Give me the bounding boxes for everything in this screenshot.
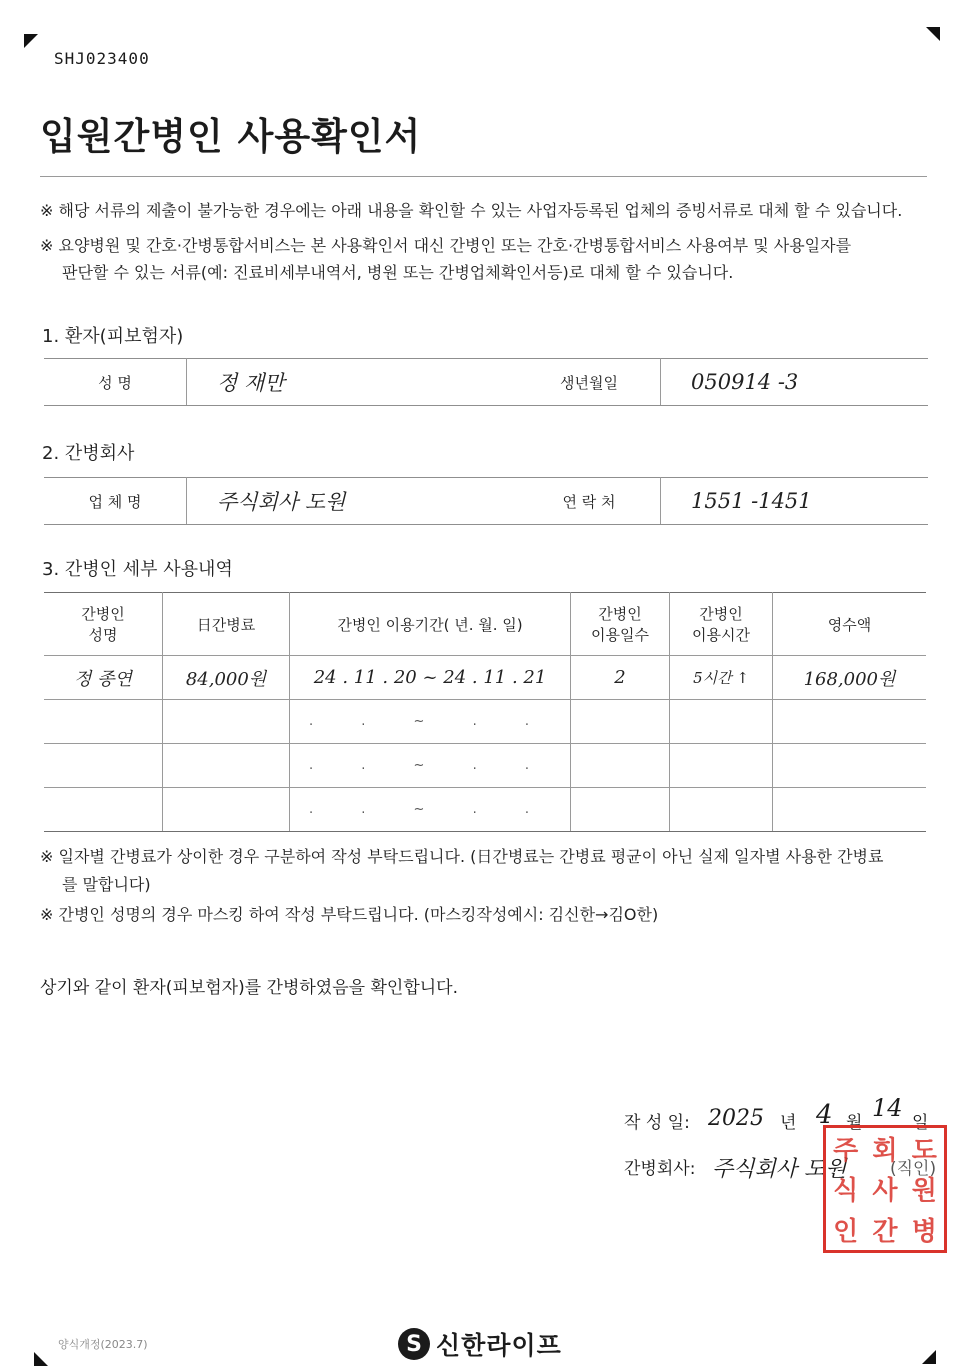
- patient-name-label: 성 명: [44, 359, 187, 406]
- company-seal-stamp: 주 회 도 식 사 원 인 간 병: [823, 1125, 947, 1253]
- corner-mark-bottom-left: [34, 1352, 48, 1366]
- date-label: 작 성 일:: [624, 1113, 690, 1133]
- date-day: 14: [872, 1094, 903, 1122]
- table-row: [44, 744, 926, 788]
- date-month-unit: 월: [846, 1113, 863, 1133]
- date-year: 2025: [708, 1106, 764, 1131]
- table-row: [44, 700, 926, 744]
- cell-daily-fee: 84,000원: [163, 656, 290, 700]
- table-row: [44, 788, 926, 832]
- section3-heading: 3. 간병인 세부 사용내역: [42, 559, 233, 580]
- header-hours: 간병인 이용시간: [670, 593, 773, 656]
- header-days: 간병인 이용일수: [571, 593, 670, 656]
- company-table: [44, 477, 928, 525]
- contact-value: 1551 -1451: [661, 478, 929, 525]
- company-name-label: 업 체 명: [44, 478, 187, 525]
- header-daily-fee: 日간병료: [163, 593, 290, 656]
- corner-mark-top-left: [24, 34, 38, 48]
- logo-mark-icon: S: [398, 1328, 430, 1360]
- birth-label: 생년월일: [518, 359, 661, 406]
- note-2-cont: 판단할 수 있는 서류(예: 진료비세부내역서, 병원 또는 간병업체확인서등)로 대체 할 수 있습니다.: [62, 263, 734, 282]
- cell-hours: 5시간 ↑: [670, 656, 773, 700]
- confirm-statement: 상기와 같이 환자(피보험자)를 간병하였음을 확인합니다.: [40, 978, 458, 998]
- cell-period: 24 . 11 . 20 ~ 24 . 11 . 21: [290, 656, 571, 700]
- seal-suffix: (직인): [890, 1159, 937, 1179]
- corner-mark-bottom-right: [922, 1350, 936, 1364]
- note-4: ※ 간병인 성명의 경우 마스킹 하여 작성 부탁드립니다. (마스킹작성예시: 김신한→김O한): [40, 905, 659, 924]
- signer-company-label: 간병회사:: [624, 1159, 696, 1179]
- date-day-unit: 일: [912, 1113, 929, 1133]
- title-divider: [40, 176, 927, 177]
- date-year-unit: 년: [780, 1113, 797, 1133]
- section1-heading: 1. 환자(피보험자): [42, 326, 184, 347]
- logo-text: 신한라이프: [436, 1331, 562, 1360]
- cell-caregiver-name: 정 종연: [44, 656, 163, 700]
- cell-period-empty: . . ~ . .: [290, 700, 571, 744]
- cell-period-empty: . . ~ . .: [290, 744, 571, 788]
- header-caregiver-name: 간병인 성명: [44, 593, 163, 656]
- note-2: ※ 요양병원 및 간호·간병통합서비스는 본 사용확인서 대신 간병인 또는 간호·간병통합서비스 사용여부 및 사용일자를: [40, 236, 852, 255]
- document-id: SHJ023400: [54, 49, 150, 68]
- patient-name-value: 정 재만: [187, 359, 519, 406]
- note-3-cont: 를 말합니다): [62, 875, 151, 894]
- corner-mark-top-right: [926, 27, 940, 41]
- header-period: 간병인 이용기간( 년. 월. 일): [290, 593, 571, 656]
- table-row: [44, 656, 926, 700]
- signer-company-value: 주식회사 도원: [712, 1157, 847, 1182]
- caregiver-detail-table: [44, 592, 926, 832]
- contact-label: 연 락 처: [518, 478, 661, 525]
- shinhan-life-logo: [398, 1326, 562, 1362]
- cell-period-empty: . . ~ . .: [290, 788, 571, 832]
- section2-heading: 2. 간병회사: [42, 443, 135, 464]
- page-title: 입원간병인 사용확인서: [40, 115, 422, 158]
- form-revision: 양식개정(2023.7): [58, 1338, 148, 1351]
- company-name-value: 주식회사 도원: [187, 478, 519, 525]
- note-3: ※ 일자별 간병료가 상이한 경우 구분하여 작성 부탁드립니다. (日간병료는 간병료 평균이 아닌 실제 일자별 사용한 간병료: [40, 847, 884, 866]
- birth-value: 050914 -3: [661, 359, 929, 406]
- cell-days: 2: [571, 656, 670, 700]
- date-month: 4: [816, 1100, 833, 1130]
- note-1: ※ 해당 서류의 제출이 불가능한 경우에는 아래 내용을 확인할 수 있는 사업자등록된 업체의 증빙서류로 대체 할 수 있습니다.: [40, 201, 903, 220]
- header-amount: 영수액: [773, 593, 927, 656]
- cell-amount: 168,000원: [773, 656, 927, 700]
- patient-table: [44, 358, 928, 406]
